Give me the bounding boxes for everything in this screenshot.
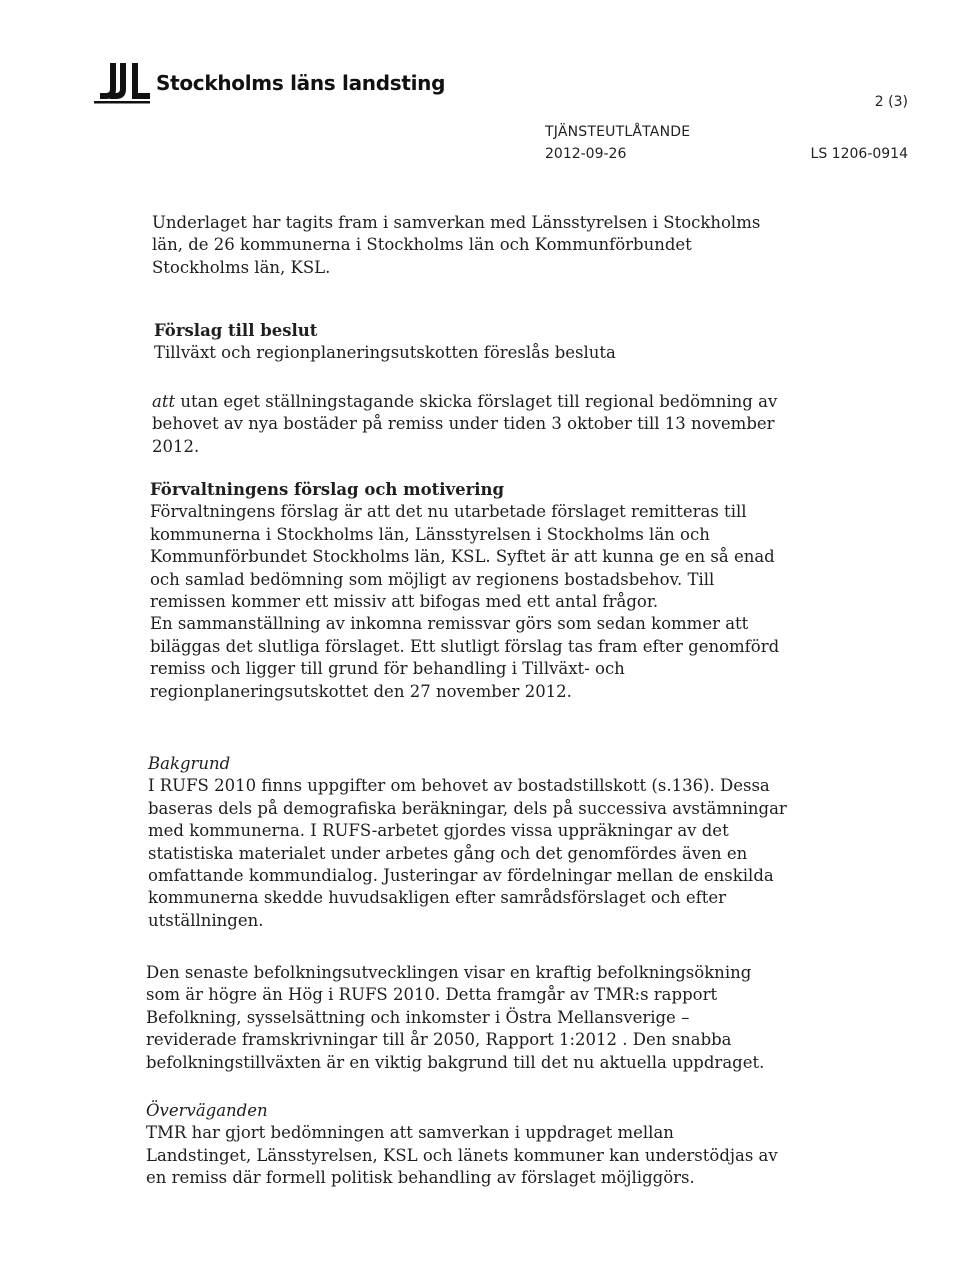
background-paragraph-2	[146, 962, 764, 1074]
text-line: TMR har gjort bedömningen att samverkan i uppdraget mellan	[146, 1123, 674, 1143]
text-line: Landstinget, Länsstyrelsen, KSL och länets kommuner kan understödjas av	[146, 1145, 778, 1165]
text-line: utställningen.	[148, 910, 264, 930]
text-line: kommunerna skedde huvudsakligen efter samrådsförslaget och efter	[148, 888, 727, 908]
text-line: statistiska materialet under arbetes gång och det genomfördes även en	[148, 843, 748, 863]
page-number: 2 (3)	[874, 94, 908, 110]
section-heading: Bakgrund	[148, 754, 231, 773]
text-line: remissen kommer ett missiv att bifogas med ett antal frågor.	[150, 592, 659, 612]
text-line: som är högre än Hög i RUFS 2010. Detta framgår av TMR:s rapport	[146, 985, 718, 1005]
text-line: befolkningstillväxten är en viktig bakgrund till det nu aktuella uppdraget.	[146, 1052, 765, 1072]
document-reference: LS 1206-0914	[810, 146, 908, 162]
text-line: behovet av nya bostäder på remiss under tiden 3 oktober till 13 november	[152, 414, 775, 434]
section-heading: Förvaltningens förslag och motivering	[150, 480, 505, 499]
text-line: omfattande kommundialog. Justeringar av fördelningar mellan de enskilda	[148, 866, 774, 886]
section-heading: Förslag till beslut	[154, 321, 318, 340]
text-line: I RUFS 2010 finns uppgifter om behovet av bostadstillskott (s.136). Dessa	[148, 776, 770, 796]
text-line: regionplaneringsutskottet den 27 november 2012.	[150, 681, 572, 701]
text-line: biläggas det slutliga förslaget. Ett slutligt förslag tas fram efter genomförd	[150, 636, 780, 656]
considerations-section	[146, 1100, 778, 1190]
text-line: baseras dels på demografiska beräkningar, dels på successiva avstämningar	[148, 798, 787, 818]
att-word: att	[152, 392, 176, 411]
motivation-section	[150, 479, 779, 703]
text-line: Befolkning, sysselsättning och inkomster i Östra Mellansverige –	[146, 1007, 690, 1027]
text-line: Tillväxt och regionplaneringsutskotten föreslås besluta	[154, 343, 616, 363]
document-date: 2012-09-26	[545, 146, 627, 162]
text-line: en remiss där formell politisk behandling av förslaget möjliggörs.	[146, 1168, 695, 1188]
proposal-section	[154, 320, 616, 365]
intro-paragraph	[152, 212, 760, 279]
text-line: Underlaget har tagits fram i samverkan med Länsstyrelsen i Stockholms	[152, 213, 761, 232]
text-line: kommunerna i Stockholms län, Länsstyrelsen i Stockholms län och	[150, 524, 710, 544]
text-line: utan eget ställningstagande skicka förslaget till regional bedömning av	[175, 392, 778, 411]
text-line: remiss och ligger till grund för behandling i Tillväxt- och	[150, 659, 625, 679]
text-line: Kommunförbundet Stockholms län, KSL. Syftet är att kunna ge en så enad	[150, 547, 775, 567]
section-heading: Överväganden	[146, 1101, 268, 1120]
background-section	[148, 753, 787, 932]
proposal-decision	[152, 391, 777, 458]
text-line: och samlad bedömning som möjligt av regionens bostadsbehov. Till	[150, 569, 715, 589]
document-type: TJÄNSTEUTLÅTANDE	[545, 124, 691, 140]
text-line: Den senaste befolkningsutvecklingen visar en kraftig befolkningsökning	[146, 963, 752, 982]
org-name: Stockholms läns landsting	[156, 71, 446, 95]
text-line: reviderade framskrivningar till år 2050, Rapport 1:2012 . Den snabba	[146, 1030, 732, 1050]
text-line: Förvaltningens förslag är att det nu utarbetade förslaget remitteras till	[150, 502, 747, 522]
text-line: 2012.	[152, 436, 200, 456]
text-line: Stockholms län, KSL.	[152, 257, 331, 277]
text-line: län, de 26 kommunerna i Stockholms län och Kommunförbundet	[152, 235, 692, 255]
text-line: En sammanställning av inkomna remissvar görs som sedan kommer att	[150, 614, 749, 634]
text-line: med kommunerna. I RUFS-arbetet gjordes vissa uppräkningar av det	[148, 821, 729, 841]
